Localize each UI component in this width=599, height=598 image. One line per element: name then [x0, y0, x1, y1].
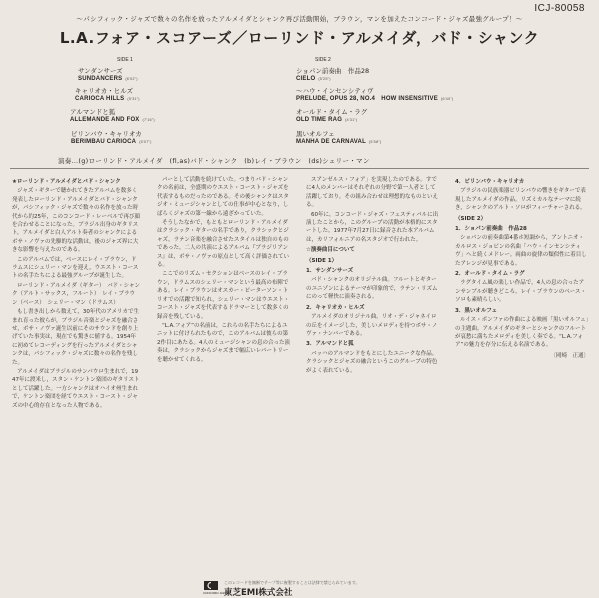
section-heading: 3．黒いオルフェ	[455, 307, 498, 314]
section-heading: 2．キャリオカ・ヒルズ	[306, 304, 365, 311]
track-title-en: OLD TIME RAG (4'31")	[296, 116, 358, 123]
paragraph: バド・シャンクのオリジナル曲。フルートとギターのユニゾンによるテーマが印象的で，ラテン・リズムにのって軽快に演奏される。	[306, 277, 438, 301]
album-title: L.A.フォア・スコアーズ／ローリンド・アルメイダ，バド・シャンク	[59, 29, 540, 47]
liner-notes-column-4	[455, 176, 589, 576]
paragraph: ジャズ・ギターで聴かれてきたアルバムを数多く発表したローリンド・アルメイダとバド・シャンクが，パシフィック・ジャズで数々の名作を放った時代から約25年，このコンコード・レーベルで再び顔を合わせることになった。ブラジル出身のギタリスト，アルメイダと白人アルト奏者のシャンクによるボサ・ノヴァの先駆的な活動は，後のジャズ界に大きな影響を与えたのである。	[12, 188, 140, 254]
track-time: (7'16")	[142, 117, 155, 122]
copyright-notice: このレコードを無断でテープ等に複製することは法律で禁じられています。	[224, 580, 360, 585]
section-heading: ☆演奏曲目について	[306, 247, 355, 254]
section-heading: ★ローリンド・アルメイダとバド・シャンク	[12, 179, 121, 185]
liner-notes-column-2	[157, 176, 291, 576]
paragraph: そうしたなかで，もともとローリンド・アルメイダはクラシック・ギターの名手であり，クラシックとジャズ，ラテン音楽を融合させたスタイルは独自のものであった。二人の共演によるアルバム『ブラジリアンス』は，ボサ・ノヴァの原点として高く評価されている。	[157, 220, 289, 269]
author-signature: 〔岡崎 正通〕	[550, 352, 589, 359]
paragraph: ブラジルの民族楽器ビリンバウの響きをギターで表現したアルメイダの作品。リズミカルなテーマに続き，シャンクのアルト・ソロがフィーチャーされる。	[455, 188, 586, 212]
section-heading: 3．アルマンドと狐	[306, 341, 354, 348]
track-title-en: CIELO (5'25")	[296, 75, 331, 82]
personnel-credits: 演奏…(g)ローリンド・アルメイダ (fl,as)バド・シャンク (b)レイ・ブラウン (ds)シェリー・マン	[58, 157, 370, 165]
side1-track-3	[70, 109, 155, 123]
side1-label: SIDE 1	[117, 57, 133, 63]
side2-track-3	[296, 109, 367, 123]
side2-track-1	[296, 68, 369, 82]
paragraph: もし書き出しから数えて，30年代のアメリカで生まれ育った彼らが，ブラジル音楽とジャズを融合させ，ボサ・ノヴァ誕生以前にそのサウンドを創り上げていた事実は，現在でも驚きに値する。1954年に初めてレコーディングを行ったアルメイダとシャンクは，パシフィック・ジャズに数々の名作を残した。	[12, 309, 140, 366]
divider	[10, 168, 589, 169]
track-time: (6'02")	[125, 76, 138, 81]
logo-text: CONCORD JAZZ	[203, 591, 227, 595]
track-title-jp: ショパン前奏曲 作品28	[296, 67, 370, 75]
liner-notes-column-1	[12, 176, 140, 576]
paragraph: ショパンの前奏曲第4番ホ短調から，アントニオ・カルロス・ジョビンの名曲「ハウ・インセンシティヴ」へと続くメドレー。両曲の旋律の類似性に着目したアレンジが見事である。	[455, 235, 587, 267]
track-time: (5'31")	[127, 96, 140, 101]
track-title-en: PRELUDE, OPUS 28, NO.4 HOW INSENSITIVE (6'40")	[296, 95, 454, 102]
track-title-en: SUNDANCERS (6'02")	[78, 75, 138, 82]
liner-notes-column-3	[306, 176, 441, 576]
catalog-number: ICJ-80058	[534, 3, 585, 14]
paragraph: バッハのアルマンドをもとにしたユニークな作品。クラシックとジャズの融合というこのグループの特色がよく表れている。	[306, 350, 438, 374]
section-heading: （SIDE 2）	[455, 215, 487, 222]
paragraph: ラグタイム風の楽しい作品で，4人の息の合ったアンサンブルが聴きどころ。レイ・ブラウンのベース・ソロも素晴らしい。	[455, 280, 586, 304]
paragraph: このアルバムでは，ベースにレイ・ブラウン，ドラムスにシェリー・マンを迎え，ウエスト・コーストの名手たちによる最強グループが誕生した。	[12, 256, 139, 280]
side2-track-4	[296, 131, 381, 145]
side1-track-4	[71, 131, 152, 145]
track-title-jp: アルマンドと狐	[70, 108, 116, 116]
section-heading: （SIDE 1）	[306, 257, 338, 264]
track-title-jp: ビリンバウ・キャリオカ	[71, 130, 142, 138]
section-heading: 4．ビリンバウ・キャリオカ	[455, 179, 525, 185]
publisher-name: 東芝EMI株式会社	[224, 588, 293, 598]
track-time: (5'07")	[139, 139, 152, 144]
paragraph: ローリンド・アルメイダ（ギター） バド・シャンク（アルト・サックス，フルート） レイ・ブラウン（ベース） シェリー・マン（ドラムス）	[12, 282, 140, 306]
side2-label: SIDE 2	[315, 57, 331, 63]
paragraph: アルメイダのオリジナル曲。リオ・デ・ジャネイロの丘をイメージした，美しいメロディを持つボサ・ノヴァ・ナンバーである。	[306, 314, 438, 337]
paragraph: ルイス・ボンファの作曲による映画「黒いオルフェ」の主題曲。アルメイダのギターとシャンクのフルートが哀愁に満ちたメロディを美しく奏でる。“L.A.フォア”の魅力を存分に伝える名演である。	[455, 317, 589, 349]
paragraph: パーとして活動を続けていた。つまりバド・シャンクの名前は，全盛期のウエスト・コースト・ジャズを代表するものだったのである。その後シャンクはスタジオ・ミュージシャンとしての仕事が中心となり，しばらくジャズの第一線から遠ざかっていた。	[157, 177, 289, 217]
paragraph: ここでのリズム・セクションはベースのレイ・ブラウン，ドラムスのシェリー・マンという最高の布陣である。レイ・ブラウンはオスカー・ピーターソン・トリオでの活躍で知られ，シェリー・マンはウエスト・コースト・ジャズを代表するドラマーとして数多くの録音を残している。	[157, 271, 290, 320]
paragraph: スアンゼルス・フォア」を実現したのである。すでに4人のメンバーはそれぞれの分野で第一人者として活躍しており，その組み合わせは理想的なものといえる。	[306, 177, 439, 209]
section-heading: 1．サンダンサーズ	[306, 268, 354, 275]
side1-track-1	[78, 68, 138, 82]
track-time: (5'58")	[368, 139, 382, 144]
side2-track-2	[296, 88, 453, 102]
track-title-jp: オールド・タイム・ラグ	[296, 108, 368, 116]
paragraph: “L.A.フォア”の名前は，これらの名手たちによるユニットに付けられたもので，このアルバムは彼らの第2作目にあたる。4人のミュージシャンの息の合った演奏は，クラシックからジャズまで幅広いレパートリーを聴かせてくれる。	[157, 322, 291, 363]
section-heading: 1．ショパン前奏曲 作品28	[455, 226, 527, 233]
track-time: (4'31")	[345, 117, 358, 122]
section-heading: 2．オールド・タイム・ラグ	[455, 271, 525, 278]
track-time: (5'25")	[318, 76, 331, 81]
side1-track-2	[75, 88, 140, 102]
paragraph: 60年に，コンコード・ジャズ・フェスティバルに出演したことから，このグループの活動が本格的にスタートした。1977年7月27日に録音された本アルバムは，カリフォルニアの名スタジオで行われた。	[306, 211, 439, 243]
track-title-jp: 黒いオルフェ	[296, 130, 335, 138]
track-title-en: BERIMBAU CARIOCA (5'07")	[71, 138, 152, 145]
track-time: (6'40")	[440, 96, 454, 101]
track-title-en: MANHA DE CARNAVAL (5'58")	[296, 138, 382, 145]
track-title-jp: ～ハウ・インセンシティヴ	[296, 87, 374, 95]
track-title-en: CARIOCA HILLS (5'31")	[75, 95, 140, 102]
paragraph: アルメイダはブラジルのサンパウロ生まれで，1947年に渡米し，スタン・ケントン楽団のギタリストとして活躍した。一方シャンクはオハイオ州生まれで，ケントン楽団を経てウエスト・コースト・ジャズの中心的存在となった人物である。	[12, 368, 140, 409]
track-title-jp: サンダンサーズ	[78, 67, 123, 75]
tagline: ～パシフィック・ジャズで数々の名作を放ったアルメイダとシャンク再び活動開始，ブラウン，マンを加えたコンコード・ジャズ最強グループ！～	[76, 15, 523, 23]
track-title-en: ALLEMANDE AND FOX (7'16")	[70, 116, 155, 123]
track-title-jp: キャリオカ・ヒルズ	[75, 87, 134, 95]
